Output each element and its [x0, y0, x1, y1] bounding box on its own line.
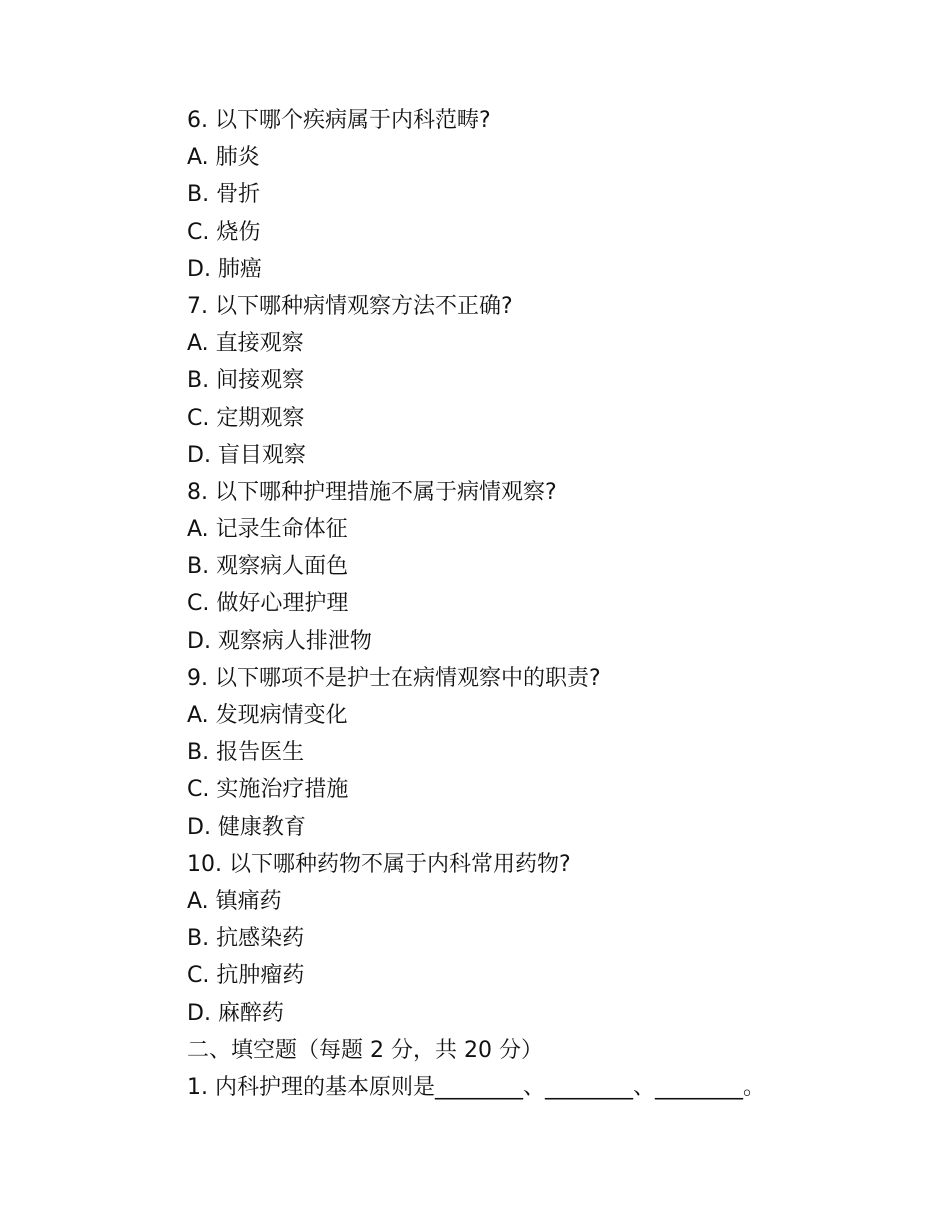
q9-option-a: A. 发现病情变化 — [187, 703, 348, 728]
q7-option-b: B. 间接观察 — [187, 368, 305, 394]
q7-option-a: A. 直接观察 — [187, 331, 304, 357]
section-heading-fill-in: 二、填空题（每题 2 分，共 20 分） — [187, 1037, 543, 1063]
q10-option-a: A. 镇痛药 — [187, 888, 282, 914]
question-7: 7. 以下哪种病情观察方法不正确? — [187, 293, 513, 319]
question-9: 9. 以下哪项不是护士在病情观察中的职责? — [187, 665, 601, 691]
q6-option-b: B. 骨折 — [187, 182, 261, 208]
q8-option-a: A. 记录生命体征 — [187, 517, 348, 543]
question-10: 10. 以下哪种药物不属于内科常用药物? — [187, 851, 571, 877]
q9-option-c: C. 实施治疗措施 — [187, 777, 349, 803]
q10-option-c: C. 抗肿瘤药 — [187, 963, 305, 989]
question-8: 8. 以下哪种护理措施不属于病情观察? — [187, 479, 557, 505]
q9-option-b: B. 报告医生 — [187, 740, 305, 766]
question-6: 6. 以下哪个疾病属于内科范畴? — [187, 108, 491, 133]
exam-content — [187, 102, 887, 1106]
q7-option-d: D. 盲目观察 — [187, 442, 306, 468]
q8-option-c: C. 做好心理护理 — [187, 591, 349, 617]
q10-option-b: B. 抗感染药 — [187, 926, 305, 952]
q6-option-a: A. 肺炎 — [187, 145, 260, 171]
q8-option-b: B. 观察病人面色 — [187, 554, 349, 580]
q7-option-c: C. 定期观察 — [187, 405, 305, 431]
q6-option-c: C. 烧伤 — [187, 219, 261, 245]
q6-option-d: D. 肺癌 — [187, 256, 262, 282]
fill-question-1: 1. 内科护理的基本原则是________、________、________。 — [187, 1074, 765, 1100]
q9-option-d: D. 健康教育 — [187, 814, 306, 840]
q8-option-d: D. 观察病人排泄物 — [187, 628, 372, 654]
q10-option-d: D. 麻醉药 — [187, 1000, 284, 1026]
